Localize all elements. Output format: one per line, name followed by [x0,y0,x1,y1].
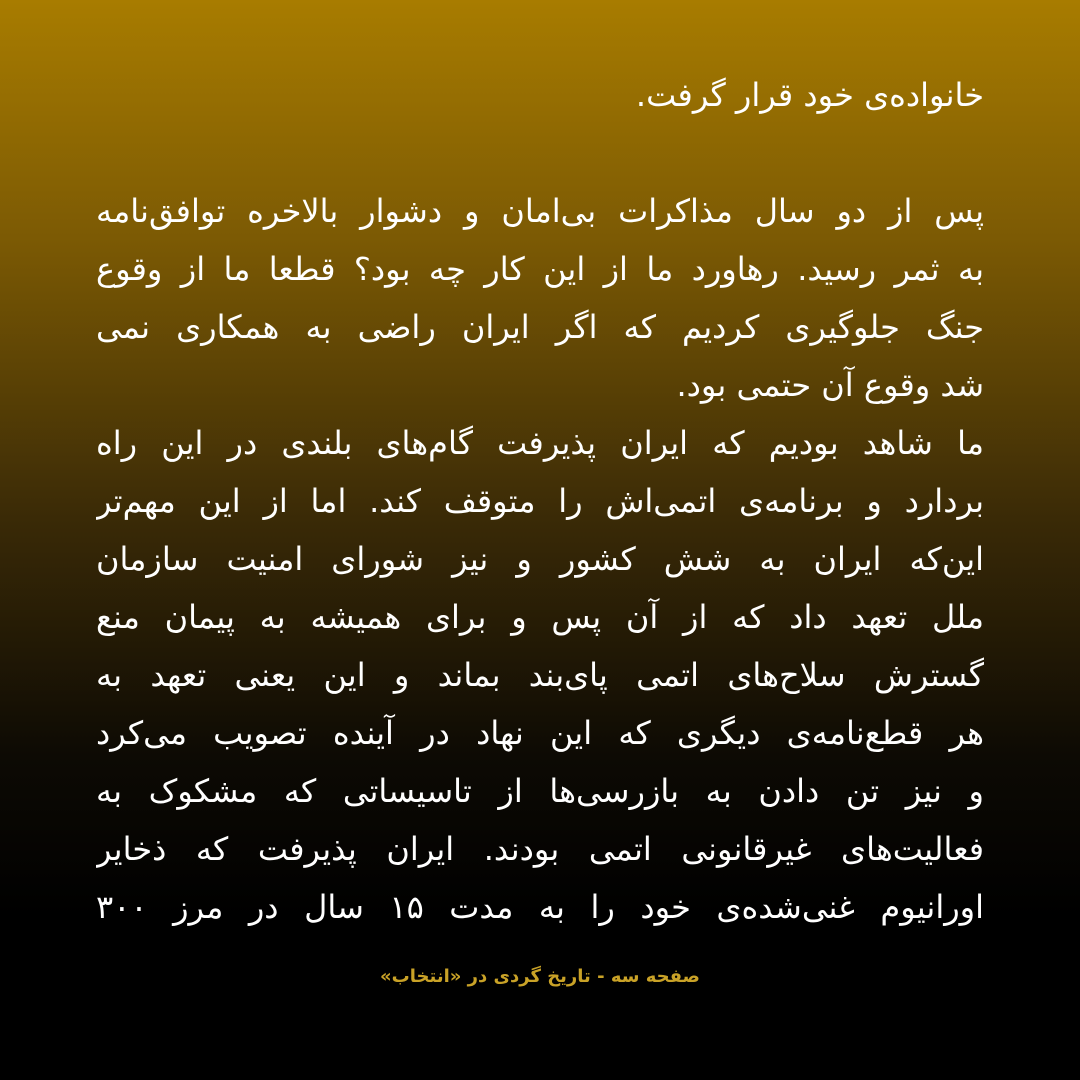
text-line: و نیز تن دادن به بازرسی‌ها از تاسیساتی که مشکوک به [96,772,984,810]
text-line: پس از دو سال مذاکرات بی‌امان و دشوار بالاخره توافق‌نامه [96,192,984,230]
text-line: ما شاهد بودیم که ایران پذیرفت گام‌های بلندی در این راه [96,424,984,462]
text-line: شد وقوع آن حتمی بود. [676,366,984,404]
text-line: خانواده‌ی خود قرار گرفت. [635,76,984,114]
page-footer: صفحه سه - تاریخ گردی در «انتخاب» [380,966,700,987]
text-line: اورانیوم غنی‌شده‌ی خود را به مدت ۱۵ سال در مرز ۳۰۰ [96,888,984,926]
text-line: هر قطع‌نامه‌ی دیگری که این نهاد در آینده تصویب می‌کرد [96,714,984,752]
text-line: به ثمر رسید. رهاورد ما از این کار چه بود؟ قطعا ما از وقوع [96,250,984,288]
article-body [96,66,984,936]
text-line: این‌که ایران به شش کشور و نیز شورای امنیت سازمان [96,540,984,578]
text-line: بردارد و برنامه‌ی اتمی‌اش را متوقف کند. اما از این مهم‌تر [96,482,984,520]
text-line: فعالیت‌های غیرقانونی اتمی بودند. ایران پذیرفت که ذخایر [96,830,984,868]
text-line: ملل تعهد داد که از آن پس و برای همیشه به پیمان منع [96,598,984,636]
paragraph-gap [96,124,984,182]
text-line: جنگ جلوگیری کردیم که اگر ایران راضی به همکاری نمی [96,308,984,346]
text-line: گسترش سلاح‌های اتمی پای‌بند بماند و این یعنی تعهد به [96,656,984,694]
